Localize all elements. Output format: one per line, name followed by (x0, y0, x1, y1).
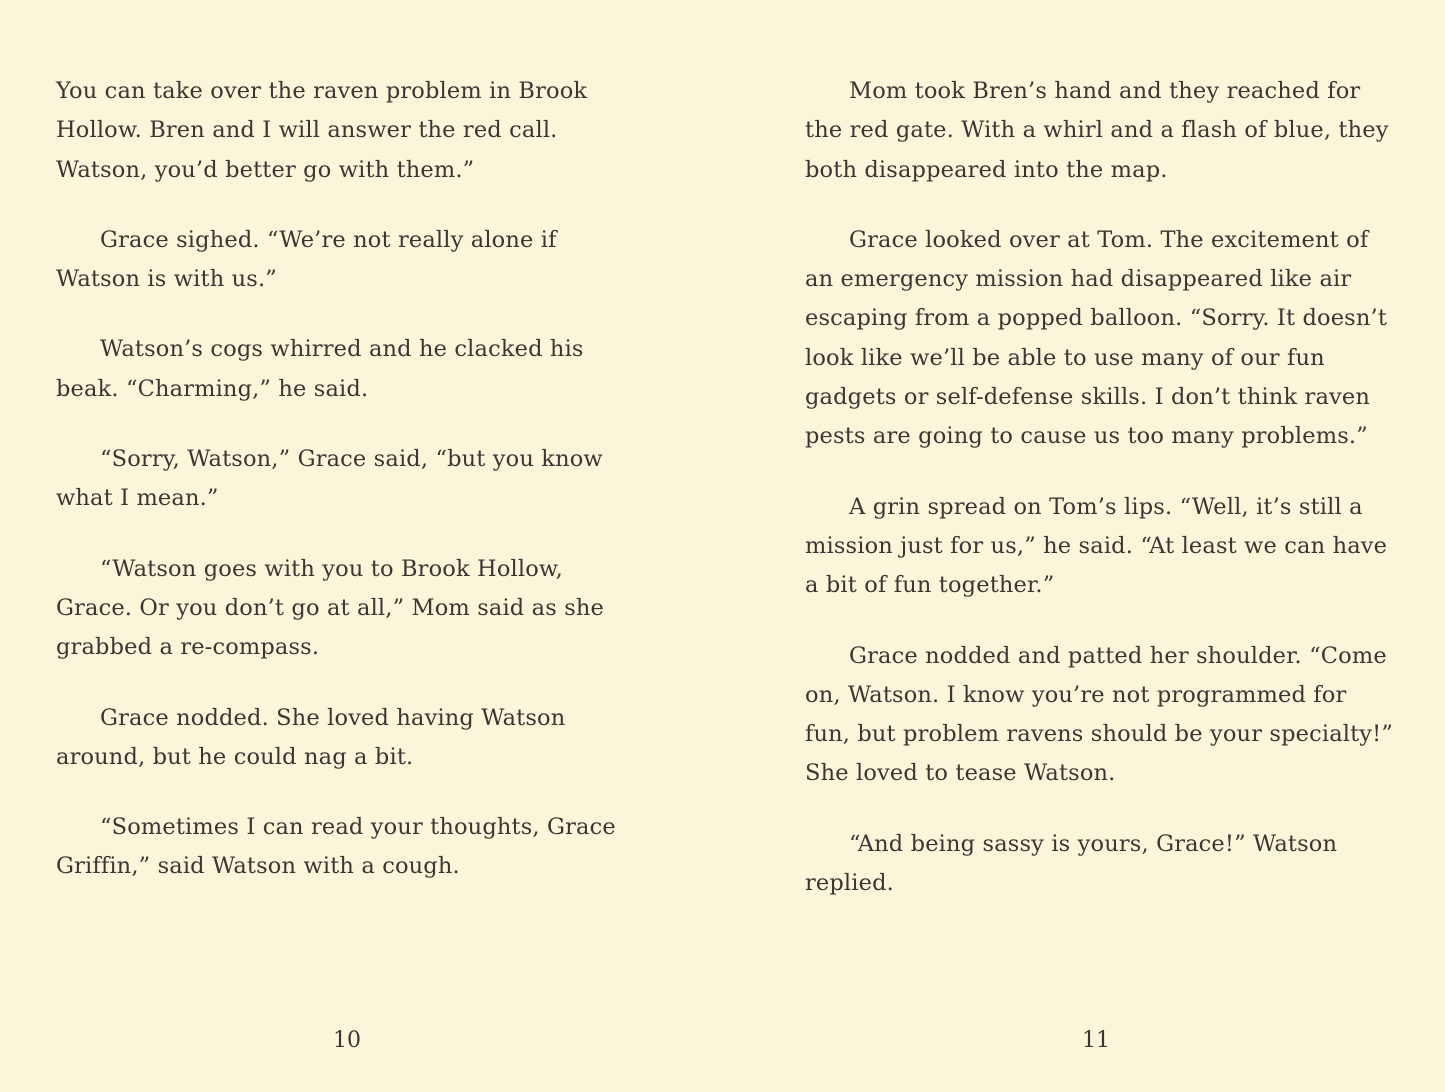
paragraph: Watson’s cogs whirred and he clacked his beak. “Charming,” he said. (56, 336, 584, 402)
paragraph: Grace looked over at Tom. The excitement of an emergency mission had disappeared like air escaping from a popped balloon. “Sorry. It doesn’t look like we’ll be able to use many of our fun gadgets or self-defense skills. I don’t think raven pests are going to cause us too many problems.” (805, 226, 1388, 450)
paragraph: “Sorry, Watson,” Grace said, “but you know what I mean.” (56, 446, 603, 512)
paragraph: Mom took Bren’s hand and they reached for the red gate. With a whirl and a flash of blue, they both disappeared into the map. (805, 78, 1389, 183)
paragraph: Grace sighed. “We’re not really alone if Watson is with us.” (56, 226, 557, 293)
paragraph: A grin spread on Tom’s lips. “Well, it’s still a mission just for us,” he said. “At least we can have a bit of fun together.” (805, 493, 1388, 599)
paragraph: Grace nodded. She loved having Watson around, but he could nag a bit. (56, 704, 566, 770)
left-page (56, 72, 646, 918)
paragraph: “Sometimes I can read your thoughts, Grace Griffin,” said Watson with a cough. (56, 814, 616, 880)
page-number-left: 10 (333, 1028, 361, 1053)
paragraph: Grace nodded and patted her shoulder. “Come on, Watson. I know you’re not programmed for fun, but problem ravens should be your specialty!” She loved to tease Watson. (805, 642, 1394, 787)
paragraph: You can take over the raven problem in Brook Hollow. Bren and I will answer the red call. Watson, you’d better go with them.” (56, 78, 588, 183)
paragraph: “Watson goes with you to Brook Hollow, Grace. Or you don’t go at all,” Mom said as she grabbed a re-compass. (56, 555, 605, 661)
page-number-right: 11 (1082, 1028, 1110, 1053)
paragraph: “And being sassy is yours, Grace!” Watson replied. (805, 830, 1338, 897)
right-page (805, 72, 1395, 934)
